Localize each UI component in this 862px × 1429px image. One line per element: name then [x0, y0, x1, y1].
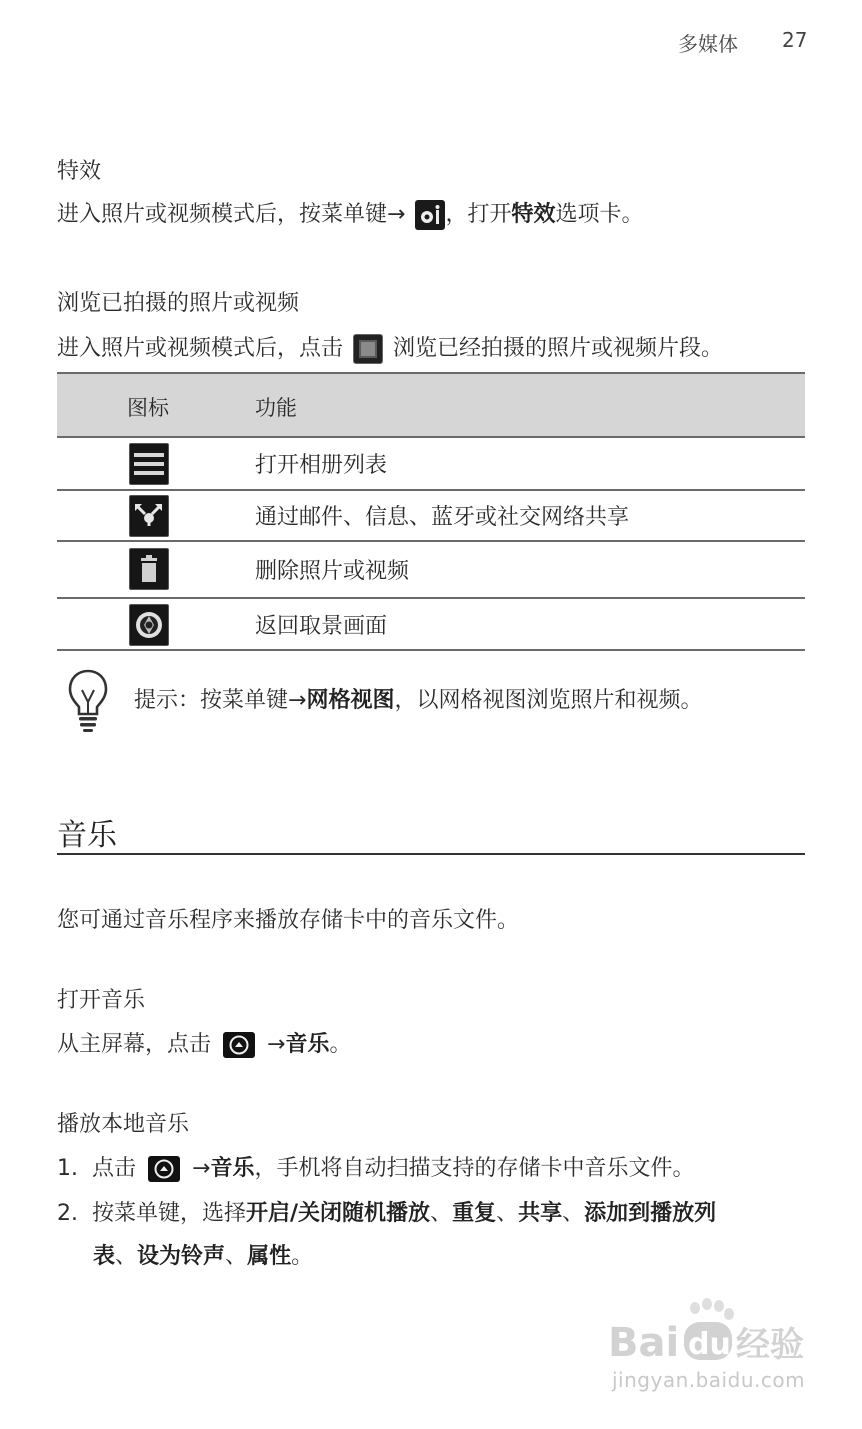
table-header-icon: 图标	[127, 396, 169, 420]
open-music-app-name: 音乐	[285, 1032, 330, 1057]
step-2-properties: 属性	[247, 1244, 292, 1269]
section-title-music: 音乐	[57, 818, 117, 853]
share-icon	[129, 495, 169, 537]
browse-text-pre: 进入照片或视频模式后，点击	[57, 336, 344, 361]
step-2-repeat: 重复	[452, 1201, 497, 1226]
browse-text-post: 浏览已经拍摄的照片或视频片段。	[393, 336, 724, 361]
browse-heading: 浏览已拍摄的照片或视频	[57, 291, 300, 316]
step-2-sep: 、	[562, 1201, 585, 1226]
effects-heading: 特效	[57, 159, 102, 184]
step-2-sep: 、	[225, 1244, 248, 1269]
album-list-icon	[129, 443, 169, 485]
step-2-end: 。	[291, 1244, 314, 1269]
table-row	[57, 438, 805, 491]
music-intro: 您可通过音乐程序来播放存储卡中的音乐文件。	[57, 908, 520, 933]
step-2-sep: 、	[430, 1201, 453, 1226]
open-music-paragraph	[57, 1030, 351, 1060]
step-2-sep: 、	[496, 1201, 519, 1226]
table-cell-function: 删除照片或视频	[255, 559, 410, 584]
step-1-text-pre: 点击	[92, 1156, 137, 1181]
running-header-title: 多媒体	[678, 32, 738, 56]
section-divider	[57, 853, 805, 855]
open-music-text-end: 。	[329, 1032, 352, 1057]
step-2-continued	[93, 1242, 313, 1272]
effects-text-mid: ，打开	[445, 202, 512, 227]
step-2	[57, 1199, 716, 1229]
tip-lightbulb-icon	[66, 668, 110, 734]
effects-text-pre: 进入照片或视频模式后，按菜单键→	[57, 202, 406, 227]
step-1-number: 1.	[57, 1156, 78, 1181]
svg-text:经验: 经验	[736, 1325, 804, 1364]
step-2-shuffle: 开启/关闭随机播放	[246, 1201, 431, 1226]
table-row	[57, 599, 805, 651]
effects-icon	[415, 200, 445, 230]
icon-function-table	[57, 372, 805, 651]
baidu-paw-logo	[608, 1298, 818, 1364]
all-apps-icon	[223, 1032, 255, 1058]
effects-text-post: 选项卡。	[555, 202, 644, 227]
effects-paragraph	[57, 200, 643, 230]
tip-grid-view: 网格视图	[306, 688, 395, 713]
step-2-playlist-end: 表	[93, 1244, 116, 1269]
step-2-text-pre: 按菜单键，选择	[92, 1201, 247, 1226]
table-header-function: 功能	[255, 396, 297, 420]
table-header	[57, 372, 805, 438]
step-1-text-post: ，手机将自动扫描支持的存储卡中音乐文件。	[254, 1156, 695, 1181]
open-music-arrow: →	[267, 1032, 286, 1057]
browse-paragraph	[57, 334, 723, 364]
tip-text-post: ，以网格视图浏览照片和视频。	[394, 688, 703, 713]
all-apps-icon	[148, 1156, 180, 1182]
open-music-heading: 打开音乐	[57, 988, 146, 1013]
step-2-add-to-playlist: 添加到播放列	[584, 1201, 717, 1226]
camera-shutter-icon	[129, 604, 169, 646]
step-2-sep: 、	[115, 1244, 138, 1269]
step-2-share: 共享	[518, 1201, 563, 1226]
step-2-number: 2.	[57, 1201, 78, 1226]
step-1	[57, 1154, 694, 1184]
page-number: 27	[782, 28, 808, 52]
baidu-jingyan-watermark	[608, 1298, 818, 1398]
table-cell-function: 返回取景画面	[255, 614, 388, 639]
table-cell-function: 通过邮件、信息、蓝牙或社交网络共享	[255, 505, 630, 530]
svg-text:du: du	[688, 1327, 731, 1362]
table-cell-function: 打开相册列表	[255, 453, 388, 478]
trash-icon	[129, 548, 169, 590]
svg-text:Bai: Bai	[608, 1320, 680, 1364]
gallery-thumbnail-icon	[353, 334, 383, 364]
step-1-app-name: 音乐	[210, 1156, 255, 1181]
tip-text	[134, 686, 702, 716]
table-row	[57, 491, 805, 542]
watermark-url: jingyan.baidu.com	[612, 1368, 806, 1392]
step-2-set-ringtone: 设为铃声	[137, 1244, 226, 1269]
step-1-arrow: →	[192, 1156, 211, 1181]
play-local-music-heading: 播放本地音乐	[57, 1112, 190, 1137]
table-row	[57, 542, 805, 599]
effects-tab-name: 特效	[511, 202, 556, 227]
tip-text-pre: 提示：按菜单键→	[134, 688, 307, 713]
open-music-text-pre: 从主屏幕，点击	[57, 1032, 212, 1057]
